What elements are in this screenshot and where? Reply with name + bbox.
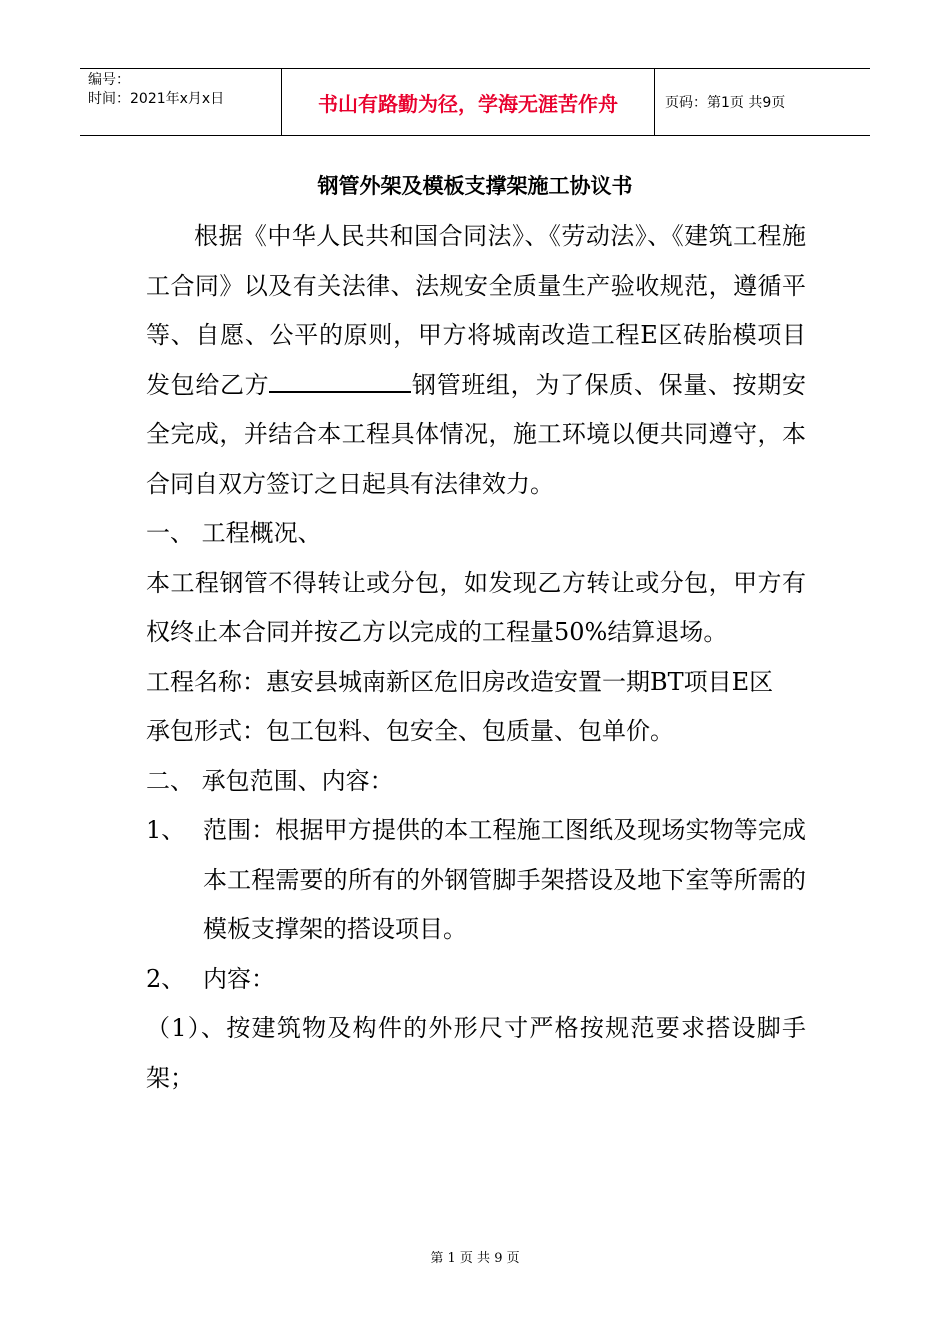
header-meta <box>80 69 282 135</box>
intro-part1: 根据《中华人民共和国合同法》、《劳动法》、《建筑工程施工合同》以及有关法律、法规安全质量生产验收规范，遵循平等、自愿、公平的原则，甲方将城南改造工程E区砖胎模项目发包给乙方 <box>146 222 806 399</box>
page-footer: 第 1 页 共 9 页 <box>430 1251 520 1266</box>
item1-number: 1、 <box>146 816 186 844</box>
intro-part2: 钢管班组，为了保质、保量、按期安全完成，并结合本工程具体情况，施工环境以便共同遵守，本合同自双方签订之日起具有法律效力。 <box>146 370 807 498</box>
item2-number: 2、 <box>146 964 186 993</box>
item2-text: 内容： <box>203 964 275 993</box>
intro-paragraph <box>146 212 806 509</box>
document-body <box>146 212 806 1103</box>
number-label: 编号： <box>88 72 130 88</box>
header-page-label: 页码：第1页 共9页 <box>665 95 786 111</box>
blank-line <box>269 369 411 393</box>
header-slogan-cell <box>282 69 655 135</box>
section1-heading: 一、 工程概况、 <box>146 519 322 547</box>
section1-paragraph-3: 承包形式：包工包料、包安全、包质量、包单价。 <box>146 717 674 745</box>
section2-heading: 二、 承包范围、内容： <box>146 766 394 795</box>
section1-paragraph-2: 工程名称：惠安县城南新区危旧房改造安置一期BT项目E区 <box>146 667 774 696</box>
section1-paragraph-1: 本工程钢管不得转让或分包，如发现乙方转让或分包，甲方有权终止本合同并按乙方以完成的工程量50%结算退场。 <box>146 568 806 646</box>
header-page-cell <box>655 69 870 135</box>
document-title: 钢管外架及模板支撑架施工协议书 <box>317 174 633 198</box>
item1-text: 范围：根据甲方提供的本工程施工图纸及现场实物等完成本工程需要的所有的外钢管脚手架搭设及地下室等所需的模板支撑架的搭设项目。 <box>203 816 806 943</box>
sub-item-1: （1）、按建筑物及构件的外形尺寸严格按规范要求搭设脚手架； <box>146 1014 806 1092</box>
list-item <box>146 806 806 955</box>
time-label: 时间：2021年x月x日 <box>88 91 225 107</box>
header-slogan: 书山有路勤为径，学海无涯苦作舟 <box>318 91 618 116</box>
list-item <box>146 955 806 1005</box>
page-header <box>80 68 870 136</box>
